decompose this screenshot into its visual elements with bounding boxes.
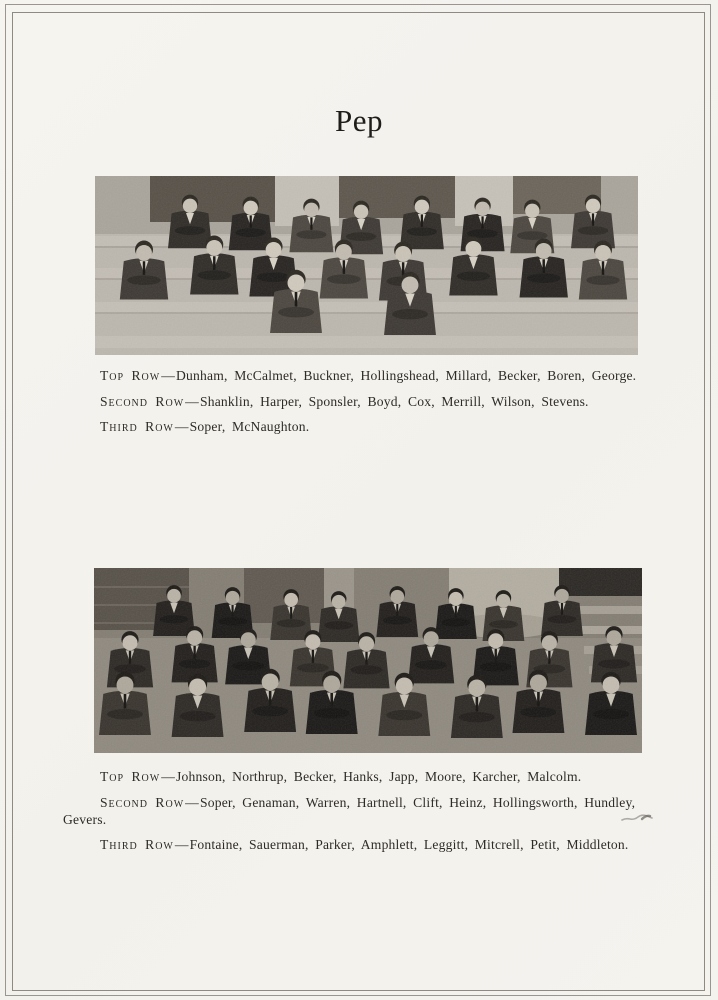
caption-dash: —: [161, 769, 176, 784]
caption-dash: —: [161, 368, 176, 383]
caption-row: [63, 418, 643, 435]
photo-grain-overlay: [95, 176, 638, 355]
caption-row-names: Soper, Genaman, Warren, Hartnell, Clift, Heinz, Hollingsworth, Hundley, Gevers.: [63, 794, 636, 827]
caption-row-names: Shanklin, Harper, Sponsler, Boyd, Cox, Merrill, Wilson, Stevens.: [199, 393, 589, 409]
caption-row: [63, 768, 643, 785]
caption-row: [63, 836, 643, 853]
group-photo-bottom: [94, 568, 642, 753]
caption-dash: —: [174, 419, 189, 434]
caption-row-names: Johnson, Northrup, Becker, Hanks, Japp, Moore, Karcher, Malcolm.: [176, 769, 582, 784]
caption-row: [63, 367, 643, 384]
group-photo-bottom-image: [94, 568, 642, 753]
caption-dash: —: [185, 794, 199, 810]
caption-row-names: Soper, McNaughton.: [189, 419, 310, 434]
caption-row-label: Second Row: [100, 794, 185, 810]
group-photo-top-image: [95, 176, 638, 355]
group-photo-top: [95, 176, 638, 355]
caption-row-names: Fontaine, Sauerman, Parker, Amphlett, Leggitt, Mitcrell, Petit, Middleton.: [189, 837, 629, 852]
photo-grain-overlay: [94, 568, 642, 753]
print-smudge: [620, 810, 654, 824]
caption-row-label: Second Row: [100, 393, 185, 409]
caption-block-bottom: [63, 768, 643, 862]
caption-dash: —: [174, 837, 189, 852]
page-title: Pep: [335, 103, 383, 138]
caption-row-label: Third Row: [100, 837, 174, 852]
caption-row: [63, 393, 643, 410]
caption-row-label: Third Row: [100, 419, 174, 434]
caption-row-names: Dunham, McCalmet, Buckner, Hollingshead, Millard, Becker, Boren, George.: [176, 368, 637, 383]
caption-row-label: Top Row: [100, 368, 161, 383]
caption-row: [63, 794, 643, 828]
caption-block-top: [63, 367, 643, 444]
caption-dash: —: [185, 393, 199, 409]
caption-row-label: Top Row: [100, 769, 161, 784]
